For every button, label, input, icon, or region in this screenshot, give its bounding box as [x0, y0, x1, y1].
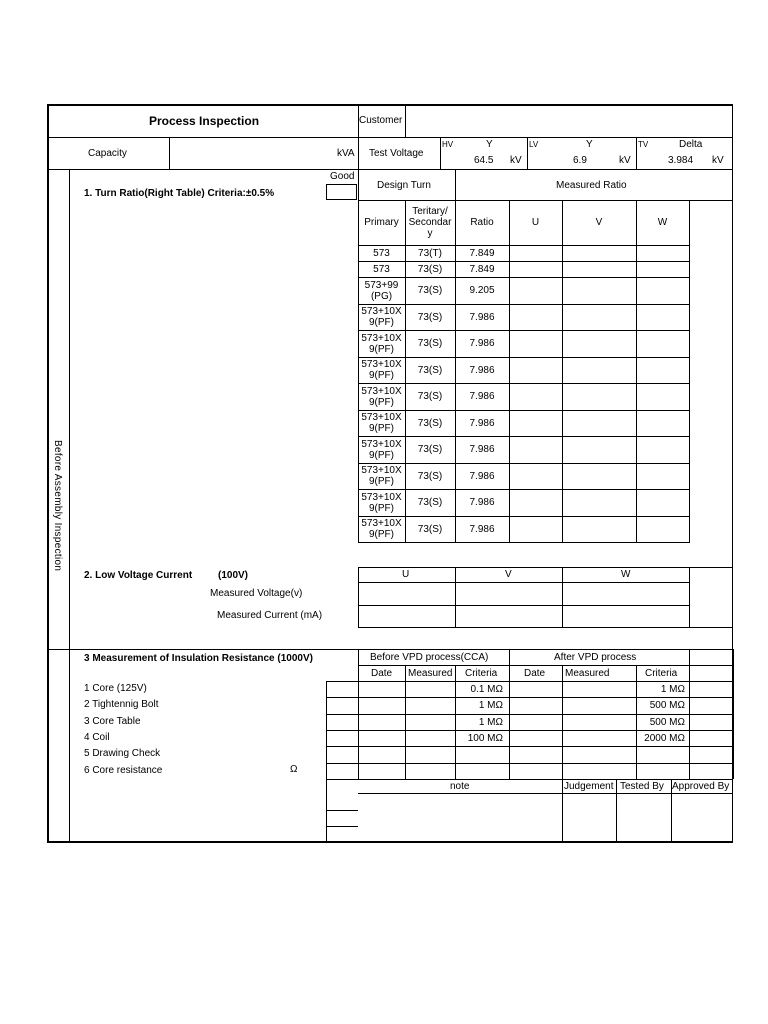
col-line: [358, 567, 359, 627]
cell-tertiary: 73(S): [417, 417, 443, 429]
cell-tertiary: 73(S): [417, 470, 443, 482]
hv-value: 64.5: [474, 155, 494, 166]
cell-primary: 573+10X 9(PF): [361, 412, 402, 434]
tested-by-label: Tested By: [620, 781, 664, 792]
cell-primary: 573+10X 9(PF): [361, 306, 402, 328]
cell-w-input[interactable]: [636, 330, 689, 357]
cell-v-input[interactable]: [562, 330, 636, 357]
good-checkbox[interactable]: [326, 184, 357, 200]
insulation-item-label: 5 Drawing Check: [84, 748, 161, 759]
border-left: [47, 104, 49, 843]
ins-check-input[interactable]: [326, 763, 358, 779]
cell-u-input[interactable]: [509, 410, 562, 436]
row-line: [358, 567, 733, 568]
cell-primary: 573: [373, 263, 390, 275]
col-line: [358, 104, 359, 169]
cell-w-input[interactable]: [636, 516, 689, 542]
before-vpd-label: Before VPD process(CCA): [370, 652, 489, 663]
cell-tertiary: 73(S): [417, 311, 443, 323]
tv-label: TV: [638, 140, 649, 149]
lv-current-heading: 2. Low Voltage Current: [84, 570, 193, 581]
lv-current-volt: (100V): [218, 570, 249, 581]
cell-v-input[interactable]: [562, 463, 636, 489]
capacity-label: Capacity: [88, 148, 127, 159]
turn-ratio-heading: 1. Turn Ratio(Right Table) Criteria:±0.5%: [84, 188, 275, 199]
ins-after-criteria: 500 MΩ: [649, 700, 685, 711]
ins-col-criteria-after: Criteria: [645, 668, 678, 679]
cell-tertiary: 73(T): [418, 247, 442, 259]
ins-after-criteria: [636, 763, 689, 779]
col-line: [616, 779, 617, 843]
ins-after-criteria: 500 MΩ: [649, 716, 685, 728]
cell-ratio: 7.849: [469, 263, 495, 275]
col-line: [671, 779, 672, 843]
cell-v-input[interactable]: [562, 277, 636, 304]
hv-conn: Y: [486, 139, 493, 150]
cell-primary: 573: [373, 247, 390, 259]
ins-measured-input[interactable]: [405, 763, 455, 779]
insulation-item-label: 2 Tightennig Bolt: [84, 699, 159, 710]
ins-check-input[interactable]: [326, 746, 358, 763]
cell-v-input[interactable]: [562, 383, 636, 410]
col-line: [733, 649, 734, 779]
cell-ratio: 7.986: [469, 311, 495, 323]
ins-after-date-input[interactable]: [509, 681, 562, 697]
lv-unit: kV: [619, 155, 631, 166]
cell-w-input[interactable]: [636, 463, 689, 489]
col-line: [527, 137, 528, 169]
col-header-ratio: Ratio: [470, 217, 494, 228]
cell-u-input[interactable]: [509, 330, 562, 357]
page-title: Process Inspection: [149, 114, 260, 128]
col-header-tertiary: Teritary/ Secondar y: [408, 206, 452, 239]
cell-u-input[interactable]: [509, 277, 562, 304]
cell-tertiary: 73(S): [417, 444, 443, 455]
ins-after-measured-input[interactable]: [562, 746, 636, 763]
cell-w-input[interactable]: [636, 304, 689, 330]
ins-before-criteria: 1 MΩ: [478, 700, 503, 711]
border-top: [47, 104, 733, 106]
ins-col-measured-after: Measured: [565, 668, 610, 679]
col-line: [405, 104, 406, 137]
cell-v-input[interactable]: [562, 516, 636, 542]
col-line: [455, 169, 456, 200]
cell-primary: 573+10X 9(PF): [361, 518, 402, 540]
after-vpd-label: After VPD process: [554, 652, 637, 663]
hv-label: HV: [442, 140, 454, 149]
border-bottom: [47, 841, 733, 843]
lv-col-w: W: [621, 569, 631, 580]
cell-w-input[interactable]: [636, 383, 689, 410]
cell-ratio: 7.986: [469, 444, 495, 455]
cell-w-input[interactable]: [636, 277, 689, 304]
customer-label: Customer: [359, 115, 403, 126]
row-line: [358, 605, 689, 606]
cell-u-input[interactable]: [509, 516, 562, 542]
col-line: [455, 567, 456, 627]
row-line: [326, 810, 358, 811]
approved-by-label: Approved By: [672, 781, 730, 792]
test-voltage-label: Test Voltage: [369, 148, 424, 159]
ins-date-input[interactable]: [358, 681, 405, 697]
row-line: [47, 649, 733, 650]
cell-ratio: 7.986: [469, 417, 495, 429]
ins-col-date: Date: [371, 668, 393, 679]
cell-u-input[interactable]: [509, 357, 562, 383]
insulation-heading: 3 Measurement of Insulation Resistance (1000V): [84, 653, 313, 664]
cell-u-input[interactable]: [509, 463, 562, 489]
col-header-u: U: [531, 217, 540, 228]
col-line: [689, 200, 690, 543]
ins-col-measured: Measured: [408, 668, 453, 679]
col-line: [169, 137, 170, 169]
lv-label: LV: [529, 140, 539, 149]
cell-ratio: 7.986: [469, 338, 495, 349]
ins-after-measured-input[interactable]: [562, 730, 636, 746]
hv-unit: kV: [510, 155, 522, 166]
cell-v-input[interactable]: [562, 436, 636, 463]
lv-col-v: V: [505, 569, 512, 580]
cell-ratio: 7.849: [469, 247, 495, 259]
measured-current-label: Measured Current (mA): [217, 610, 323, 621]
ins-before-criteria: 0.1 MΩ: [470, 683, 503, 695]
design-turn-label: Design Turn: [377, 180, 431, 191]
cell-primary: 573+10X 9(PF): [361, 491, 402, 514]
capacity-unit: kVA: [337, 148, 355, 159]
cell-primary: 573+10X 9(PF): [361, 359, 402, 381]
cell-ratio: 7.986: [469, 497, 495, 508]
ins-before-criteria: [455, 746, 509, 763]
ins-after-date-input[interactable]: [509, 697, 562, 714]
col-header-primary: Primary: [364, 217, 399, 228]
cell-u-input[interactable]: [509, 261, 562, 277]
row-line: [47, 169, 733, 170]
row-line: [358, 542, 690, 543]
ins-check-input[interactable]: [326, 697, 358, 714]
ins-after-measured-input[interactable]: [562, 714, 636, 730]
row-line: [358, 793, 733, 794]
ins-after-measured-input[interactable]: [562, 763, 636, 779]
ins-after-date-input[interactable]: [509, 746, 562, 763]
cell-w-input[interactable]: [636, 261, 689, 277]
ins-measured-input[interactable]: [405, 746, 455, 763]
ins-before-criteria: 1 MΩ: [478, 716, 503, 728]
col-line: [562, 779, 563, 843]
cell-v-input[interactable]: [562, 261, 636, 277]
cell-w-input[interactable]: [636, 357, 689, 383]
ins-date-input[interactable]: [358, 697, 405, 714]
cell-u-input[interactable]: [509, 383, 562, 410]
col-line: [358, 169, 359, 200]
cell-primary: 573+10X 9(PF): [361, 385, 402, 408]
cell-tertiary: 73(S): [417, 263, 443, 275]
ins-date-input[interactable]: [358, 714, 405, 730]
col-line: [636, 137, 637, 169]
tv-unit: kV: [712, 155, 724, 166]
ins-col-criteria: Criteria: [465, 668, 498, 679]
ins-check-input[interactable]: [326, 730, 358, 746]
ins-date-input[interactable]: [358, 730, 405, 746]
col-header-v: V: [595, 217, 603, 228]
ins-date-input[interactable]: [358, 746, 405, 763]
cell-tertiary: 73(S): [417, 497, 443, 508]
row-line: [358, 665, 733, 666]
cell-tertiary: 73(S): [417, 338, 443, 349]
lv-value: 6.9: [573, 155, 587, 166]
cell-primary: 573+10X 9(PF): [361, 332, 402, 355]
note-label: note: [450, 781, 470, 792]
tv-conn: Delta: [679, 139, 703, 150]
cell-ratio: 7.986: [469, 523, 495, 535]
insulation-item-label: 6 Core resistance: [84, 765, 163, 776]
row-line: [326, 779, 733, 780]
cell-v-input[interactable]: [562, 489, 636, 516]
cell-ratio: 7.986: [469, 470, 495, 482]
cell-u-input[interactable]: [509, 245, 562, 261]
ohm-symbol: Ω: [290, 764, 298, 775]
ins-after-date-input[interactable]: [509, 714, 562, 730]
lv-conn: Y: [586, 139, 593, 150]
cell-w-input[interactable]: [636, 489, 689, 516]
ins-date-input[interactable]: [358, 763, 405, 779]
ins-before-criteria: 100 MΩ: [467, 732, 503, 744]
col-header-w: W: [657, 217, 668, 228]
cell-primary: 573+10X 9(PF): [361, 438, 402, 461]
measured-voltage-label: Measured Voltage(v): [210, 588, 303, 599]
tv-value: 3.984: [668, 155, 694, 166]
insulation-item-label: 3 Core Table: [84, 716, 141, 727]
ins-col-date-after: Date: [524, 668, 546, 679]
cell-v-input[interactable]: [562, 357, 636, 383]
cell-u-input[interactable]: [509, 436, 562, 463]
cell-tertiary: 73(S): [417, 523, 443, 535]
ins-after-date-input[interactable]: [509, 730, 562, 746]
ins-after-criteria: 1 MΩ: [660, 683, 685, 695]
lv-col-u: U: [402, 569, 410, 580]
ins-measured-input[interactable]: [405, 681, 455, 697]
good-label: Good: [330, 171, 355, 182]
ins-measured-input[interactable]: [405, 714, 455, 730]
cell-tertiary: 73(S): [417, 391, 443, 402]
row-line: [326, 826, 358, 827]
col-line: [689, 567, 690, 627]
cell-tertiary: 73(S): [417, 285, 443, 296]
ins-after-measured-input[interactable]: [562, 681, 636, 697]
cell-tertiary: 73(S): [417, 364, 443, 376]
insulation-item-label: 1 Core (125V): [84, 683, 147, 694]
side-label: Before Assembly Inspection: [52, 440, 63, 572]
insulation-item-label: 4 Coil: [84, 732, 110, 743]
ins-check-input[interactable]: [326, 714, 358, 730]
cell-ratio: 7.986: [469, 364, 495, 376]
cell-ratio: 7.986: [469, 391, 495, 402]
judgement-label: Judgement: [564, 781, 614, 792]
col-line: [440, 137, 441, 169]
cell-primary: 573+10X 9(PF): [361, 465, 402, 487]
ins-before-criteria: [455, 763, 509, 779]
cell-u-input[interactable]: [509, 489, 562, 516]
cell-v-input[interactable]: [562, 410, 636, 436]
cell-w-input[interactable]: [636, 245, 689, 261]
cell-v-input[interactable]: [562, 304, 636, 330]
col-line: [562, 567, 563, 627]
ins-after-date-input[interactable]: [509, 763, 562, 779]
row-line: [358, 627, 733, 628]
ins-after-criteria: [636, 746, 689, 763]
row-line: [47, 137, 733, 138]
ins-after-measured-input[interactable]: [562, 697, 636, 714]
cell-v-input[interactable]: [562, 245, 636, 261]
cell-ratio: 9.205: [469, 285, 495, 296]
ins-after-criteria: 2000 MΩ: [644, 732, 685, 744]
ins-measured-input[interactable]: [405, 697, 455, 714]
ins-check-input[interactable]: [326, 681, 358, 697]
col-line: [509, 649, 510, 665]
cell-primary: 573+99 (PG): [364, 279, 399, 302]
measured-ratio-label: Measured Ratio: [556, 180, 627, 191]
ins-measured-input[interactable]: [405, 730, 455, 746]
cell-w-input[interactable]: [636, 436, 689, 463]
cell-w-input[interactable]: [636, 410, 689, 436]
cell-u-input[interactable]: [509, 304, 562, 330]
row-line: [358, 582, 689, 583]
side-column-line: [69, 169, 70, 843]
